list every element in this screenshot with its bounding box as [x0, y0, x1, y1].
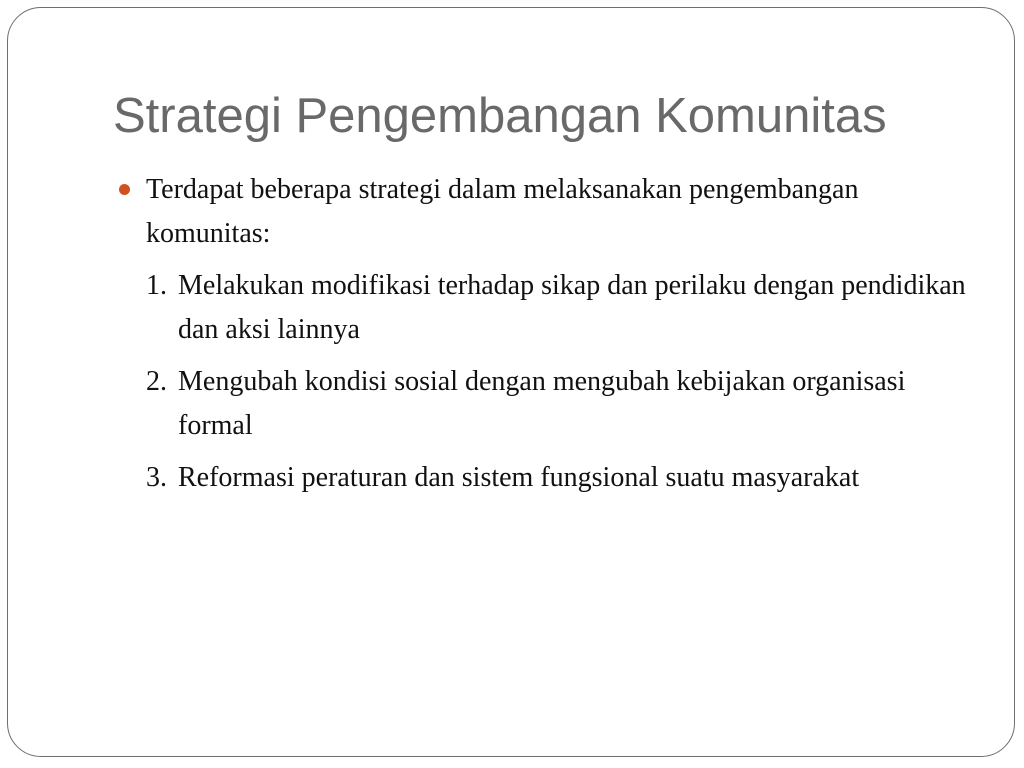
list-item-number: 1.: [146, 270, 167, 301]
list-item-number: 3.: [146, 462, 167, 493]
bullet-dot-icon: [119, 184, 130, 195]
bullet-intro-text: Terdapat beberapa strategi dalam melaksanakan pengembangan komunitas:: [146, 174, 859, 249]
slide: [7, 7, 1015, 757]
slide-content: [116, 168, 976, 500]
list-item-text: Mengubah kondisi sosial dengan mengubah kebijakan organisasi formal: [178, 366, 906, 441]
list-item-2: [146, 360, 976, 448]
list-item-1: [146, 264, 976, 352]
slide-title: Strategi Pengembangan Komunitas: [113, 89, 887, 143]
list-item-text: Reformasi peraturan dan sistem fungsional suatu masyarakat: [178, 462, 860, 493]
bullet-item: [116, 168, 976, 256]
list-item-number: 2.: [146, 366, 167, 397]
list-item-3: [146, 456, 976, 500]
list-item-text: Melakukan modifikasi terhadap sikap dan perilaku dengan pendidikan dan aksi lainnya: [178, 270, 966, 345]
